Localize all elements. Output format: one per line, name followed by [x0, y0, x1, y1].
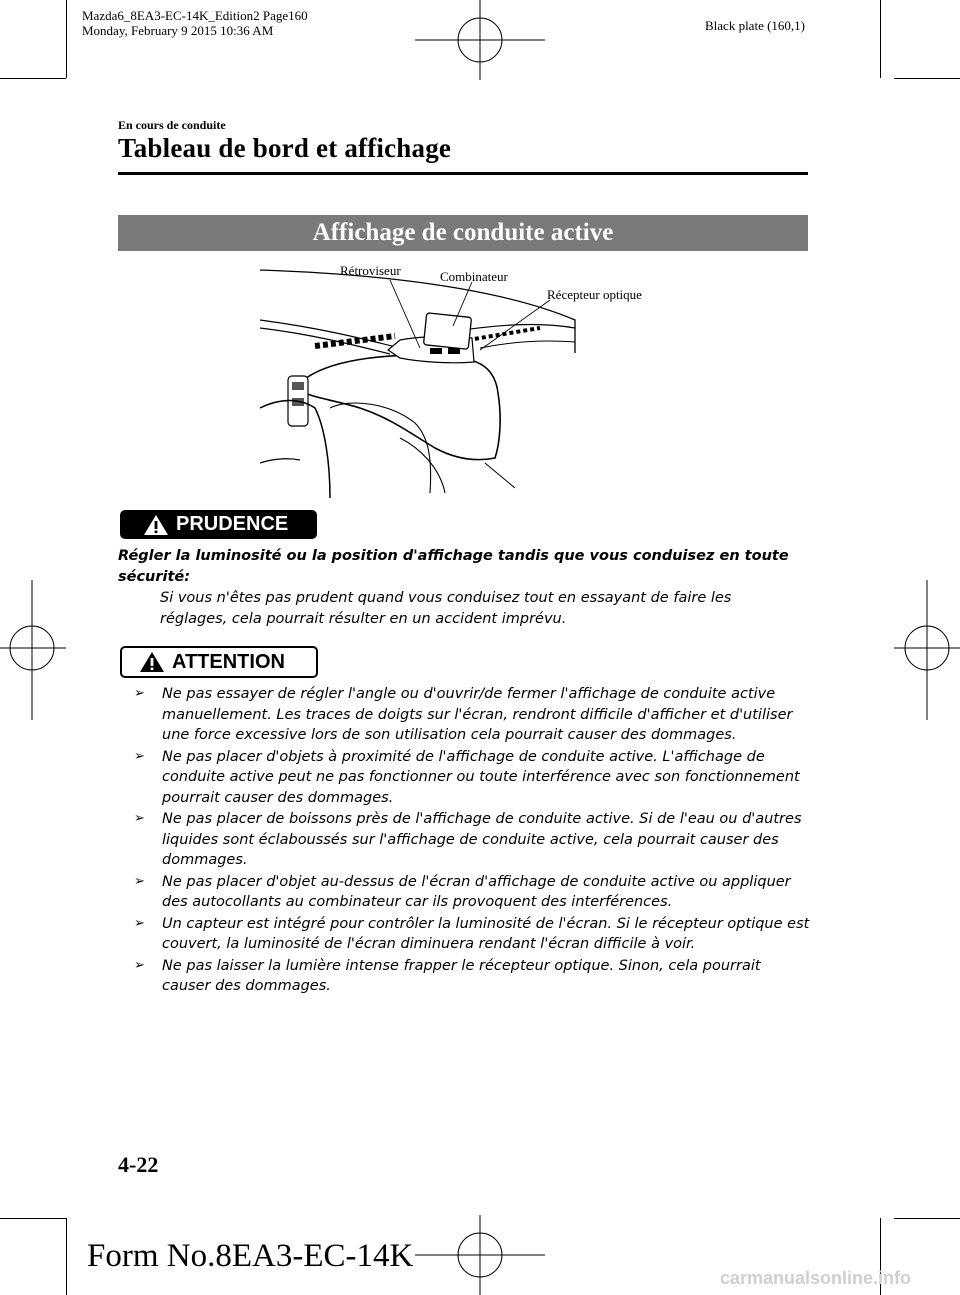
attention-list [120, 684, 810, 998]
date-line: Monday, February 9 2015 10:36 AM [82, 23, 274, 38]
arrow-bullet-icon: ➢ [134, 686, 145, 701]
crop-mark [0, 1218, 66, 1219]
chapter-title: Tableau de bord et affichage [118, 133, 452, 163]
section-label: En cours de conduite [118, 118, 226, 132]
prudence-text: Si vous n'êtes pas prudent quand vous conduisez tout en essayant de faire les réglages, cela pourrait résulter en un accident imprévu. [160, 590, 732, 627]
arrow-bullet-icon: ➢ [134, 915, 145, 931]
registration-mark-bottom [415, 1215, 545, 1295]
crop-mark [894, 1218, 960, 1219]
prudence-label [120, 510, 317, 539]
attention-label-text: ATTENTION [172, 650, 285, 673]
attention-label [120, 646, 318, 678]
crop-mark [880, 0, 881, 78]
watermark: carmanualsonline.info [720, 1268, 912, 1288]
callout-recepteur-optique: Récepteur optique [547, 287, 642, 302]
callout-retroviseur: Rétroviseur [340, 263, 401, 278]
warning-icon [142, 513, 170, 537]
list-item: ➢ Ne pas laisser la lumière intense frapper le récepteur optique. Sinon, cela pourrait causer des dommages. [134, 957, 761, 994]
prudence-label-text: PRUDENCE [176, 513, 289, 535]
list-item: ➢ Ne pas placer d'objets à proximité de l'affichage de conduite active. L'affichage de conduite active peut ne pas fonctionner ou toute interférence avec son fonctionnement pourrait causer des dommages. [134, 748, 800, 806]
list-item: ➢ Ne pas placer de boissons près de l'affichage de conduite active. Si de l'eau ou d'autres liquides sont éclaboussés sur l'affichage de conduite active, cela pourrait causer des dommages. [134, 811, 802, 868]
page-number: 4-22 [118, 1152, 159, 1177]
plate-info: Black plate (160,1) [705, 18, 805, 33]
crop-mark [66, 1218, 67, 1295]
section-banner: Affichage de conduite active [118, 215, 808, 251]
figure [240, 258, 670, 498]
title-rule [118, 172, 808, 175]
crop-mark [0, 78, 66, 79]
file-info [82, 8, 308, 38]
warning-icon [138, 650, 166, 674]
crop-mark [894, 78, 960, 79]
arrow-bullet-icon: ➢ [134, 748, 145, 764]
registration-mark-left [0, 580, 66, 720]
list-item: ➢ Ne pas placer d'objet au-dessus de l'écran d'affichage de conduite active ou appliquer des autocollants au combinateur car ils provoquent des interférences. [134, 873, 791, 910]
list-item: ➢ Ne pas essayer de régler l'angle ou d'ouvrir/de fermer l'affichage de conduite active manuellement. Les traces de doigts sur l'écran, rendront difficile d'afficher et d'utiliser une force excessive lors de son utilisation cela pourrait causer des dommages. [134, 686, 793, 743]
arrow-bullet-icon: ➢ [134, 873, 145, 889]
arrow-bullet-icon: ➢ [134, 811, 145, 826]
prudence-body [118, 546, 808, 587]
registration-mark-right [894, 580, 960, 720]
file-line: Mazda6_8EA3-EC-14K_Edition2 Page160 [82, 8, 308, 23]
crop-mark [66, 0, 67, 78]
list-item: ➢ Un capteur est intégré pour contrôler la luminosité de l'écran. Si le récepteur optique est couvert, la luminosité de l'écran diminuera rendant l'écran difficile à voir. [134, 915, 810, 952]
arrow-bullet-icon: ➢ [134, 957, 145, 973]
callout-combinateur: Combinateur [440, 269, 508, 284]
registration-mark-top [415, 0, 545, 80]
form-number: Form No.8EA3-EC-14K [87, 1238, 414, 1274]
prudence-heading: Régler la luminosité ou la position d'affichage tandis que vous conduisez en toute sécurité: [118, 548, 789, 585]
